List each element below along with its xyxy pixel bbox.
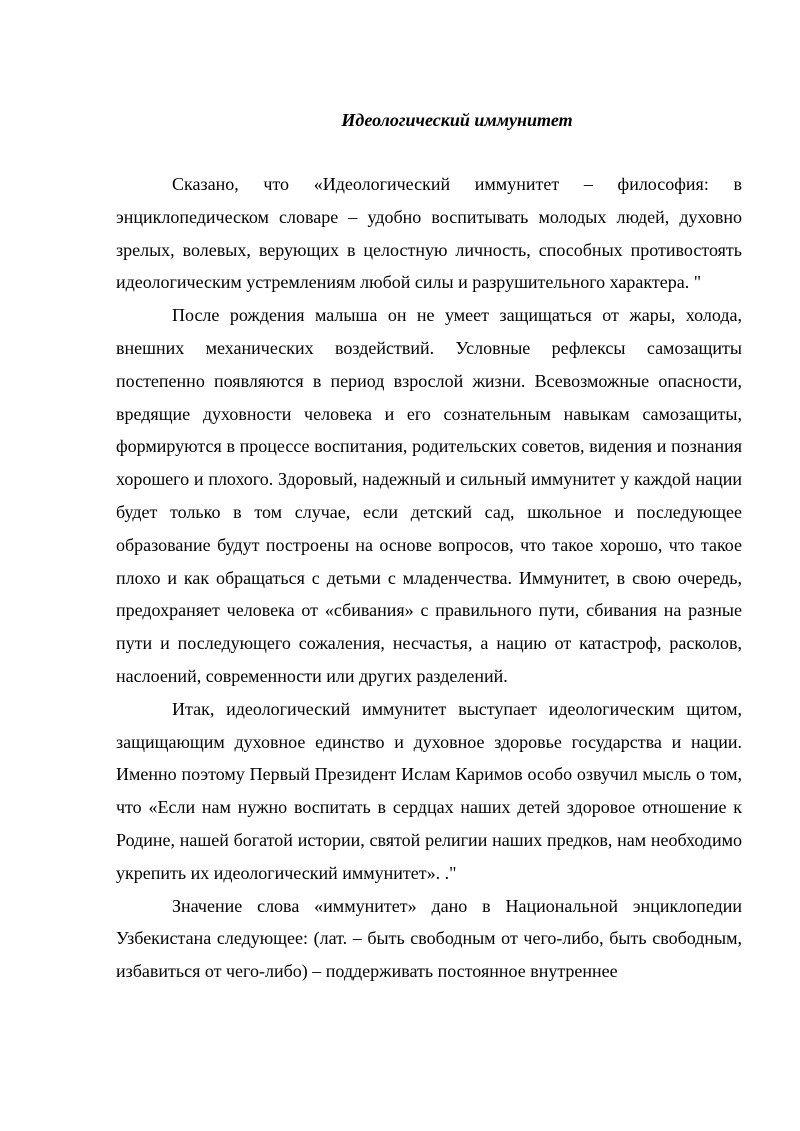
paragraph-1: Сказано, что «Идеологический иммунитет – философия: в энциклопедическом словаре – удобно воспитывать молодых людей, духовно зрелых, волевых, верующих в целостную личность, способных противостоять идеологическим устремлениям любой силы и разрушительного характера. ": [116, 174, 742, 293]
paragraph-2: После рождения малыша он не умеет защищаться от жары, холода, внешних механических воздействий. Условные рефлексы самозащиты постепенно появляются в период взрослой жизни. Всевозможные опасности, вредящие духовности человека и его сознательным навыкам самозащиты, формируются в процессе воспитания, родительских советов, видения и познания хорошего и плохого. Здоровый, надежный и сильный иммунитет у каждой нации будет только в том случае, если детский сад, школьное и последующее образование будут построены на основе вопросов, что такое хорошо, что такое плохо и как обращаться с детьми с младенчества. Иммунитет, в свою очередь, предохраняет человека от «сбивания» с правильного пути, сбивания на разные пути и последующего сожаления, несчастья, а нацию от катастроф, расколов, наслоений, современности или других разделений.: [116, 305, 742, 686]
paragraph-3: Итак, идеологический иммунитет выступает идеологическим щитом, защищающим духовное единство и духовное здоровье государства и нации. Именно поэтому Первый Президент Ислам Каримов особо озвучил мысль о том, что «Если нам нужно воспитать в сердцах наших детей здоровое отношение к Родине, нашей богатой истории, святой религии наших предков, нам необходимо укрепить их идеологический иммунитет». .": [116, 698, 742, 883]
paragraph-4: Значение слова «иммунитет» дано в Национальной энциклопедии Узбекистана следующее: (лат. – быть свободным от чего-либо, быть свободным, избавиться от чего-либо) – поддерживать постоянное внутреннее: [116, 895, 742, 982]
document-title: Идеологический иммунитет: [341, 110, 573, 130]
document-body: [116, 168, 742, 988]
